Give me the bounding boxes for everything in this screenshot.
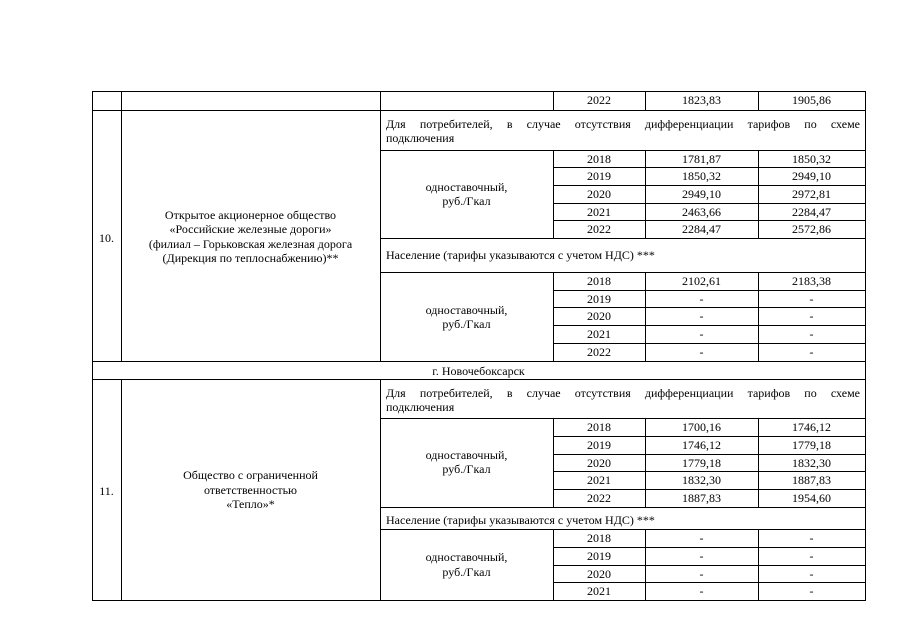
rate-unit: руб./Гкал [442,462,491,476]
rate-unit: руб./Гкал [442,317,491,331]
rate-type: одноставочный, [425,303,508,317]
cell-value: 2972,81 [792,187,831,201]
cell-value: 1832,30 [682,473,721,487]
cell-value: 1779,18 [682,456,721,470]
grid-line-horizontal [380,150,866,151]
cell-year: 2018 [587,152,611,166]
grid-line-horizontal [553,220,866,221]
grid-line-horizontal [553,471,866,472]
cell-year: 2022 [587,491,611,505]
grid-line-horizontal [553,454,866,455]
grid-line-horizontal [92,361,866,362]
grid-line-horizontal [553,489,866,490]
cell-value: 1954,60 [792,491,831,505]
section-heading: Для потребителей, в случае отсутствия дифференциации тарифов по схеме [386,117,860,131]
org-name-line: «Тепло»* [226,497,275,511]
cell-value: 2949,10 [792,169,831,183]
cell-value: - [699,292,704,306]
section-heading: подключения [386,400,455,414]
rate-type: одноставочный, [425,180,508,194]
cell-year: 2020 [587,309,611,323]
cell-year: 2018 [587,420,611,434]
grid-line-horizontal [553,582,866,583]
cell-value: - [809,567,814,581]
cell-year: 2020 [587,567,611,581]
cell-value: - [699,549,704,563]
cell-year: 2019 [587,438,611,452]
grid-line-horizontal [92,600,866,601]
section-heading: Для потребителей, в случае отсутствия дифференциации тарифов по схеме [386,386,860,400]
cell-value: 1850,32 [682,169,721,183]
cell-year: 2019 [587,292,611,306]
cell-value: 2463,66 [682,205,721,219]
grid-line-horizontal [553,167,866,168]
cell-year: 2022 [587,93,611,107]
cell-value: - [809,584,814,598]
cell-value: 1746,12 [792,420,831,434]
rate-unit: руб./Гкал [442,194,491,208]
grid-line-horizontal [553,290,866,291]
cell-value: 1823,83 [682,93,721,107]
cell-value: 1850,32 [792,152,831,166]
cell-year: 2019 [587,549,611,563]
cell-value: 2102,61 [682,274,721,288]
cell-value: 2572,86 [792,222,831,236]
section-heading: Население (тарифы указываются с учетом НДС) *** [386,248,655,262]
grid-line-horizontal [380,418,866,419]
grid-line-horizontal [553,307,866,308]
grid-line-vertical [92,91,93,362]
cell-year: 2021 [587,473,611,487]
grid-line-horizontal [553,203,866,204]
cell-year: 2022 [587,345,611,359]
org-name-line: ответственностью [203,483,298,497]
cell-value: - [809,549,814,563]
rate-type: одноставочный, [425,550,508,564]
grid-line-horizontal [380,238,866,239]
org-name-line: «Российские железные дороги» [169,222,332,236]
org-name-line: (Дирекция по теплоснабжению)** [162,251,339,265]
cell-year: 2020 [587,187,611,201]
row-number: 10. [99,231,114,245]
cell-value: 1700,16 [682,420,721,434]
section-heading: подключения [386,131,455,145]
rate-type: одноставочный, [425,448,508,462]
cell-year: 2019 [587,169,611,183]
cell-year: 2021 [587,205,611,219]
cell-value: 2284,47 [792,205,831,219]
org-name-line: Открытое акционерное общество [164,208,337,222]
grid-line-horizontal [553,436,866,437]
cell-value: 1746,12 [682,438,721,452]
cell-value: - [699,584,704,598]
cell-value: - [809,309,814,323]
grid-line-horizontal [553,325,866,326]
cell-value: - [809,292,814,306]
row-number: 11. [99,484,114,498]
cell-year: 2018 [587,274,611,288]
cell-value: 2284,47 [682,222,721,236]
cell-value: - [699,567,704,581]
cell-year: 2018 [587,531,611,545]
cell-value: - [699,327,704,341]
cell-value: 1905,86 [792,93,831,107]
cell-value: 1887,83 [682,491,721,505]
cell-value: - [809,531,814,545]
cell-value: 1887,83 [792,473,831,487]
cell-year: 2020 [587,456,611,470]
cell-year: 2022 [587,222,611,236]
grid-line-horizontal [92,91,866,92]
grid-line-horizontal [553,547,866,548]
cell-year: 2021 [587,327,611,341]
grid-line-horizontal [92,379,866,380]
section-heading: Население (тарифы указываются с учетом НДС) *** [386,513,655,527]
cell-value: - [699,309,704,323]
grid-line-horizontal [380,507,866,508]
grid-line-horizontal [380,272,866,273]
grid-line-horizontal [553,565,866,566]
cell-value: 2949,10 [682,187,721,201]
grid-line-horizontal [92,110,866,111]
grid-line-horizontal [553,343,866,344]
org-name-line: (филиал – Горьковская железная дорога [148,237,353,251]
cell-value: 2183,38 [792,274,831,288]
cell-value: - [699,345,704,359]
cell-value: - [809,327,814,341]
grid-line-horizontal [380,529,866,530]
cell-year: 2021 [587,584,611,598]
cell-value: 1781,87 [682,152,721,166]
cell-value: - [699,531,704,545]
rate-unit: руб./Гкал [442,565,491,579]
grid-line-vertical [865,91,866,601]
grid-line-horizontal [553,185,866,186]
city-heading: г. Новочебоксарск [432,364,525,378]
org-name-line: Общество с ограниченной [183,468,318,482]
cell-value: 1779,18 [792,438,831,452]
cell-value: - [809,345,814,359]
cell-value: 1832,30 [792,456,831,470]
